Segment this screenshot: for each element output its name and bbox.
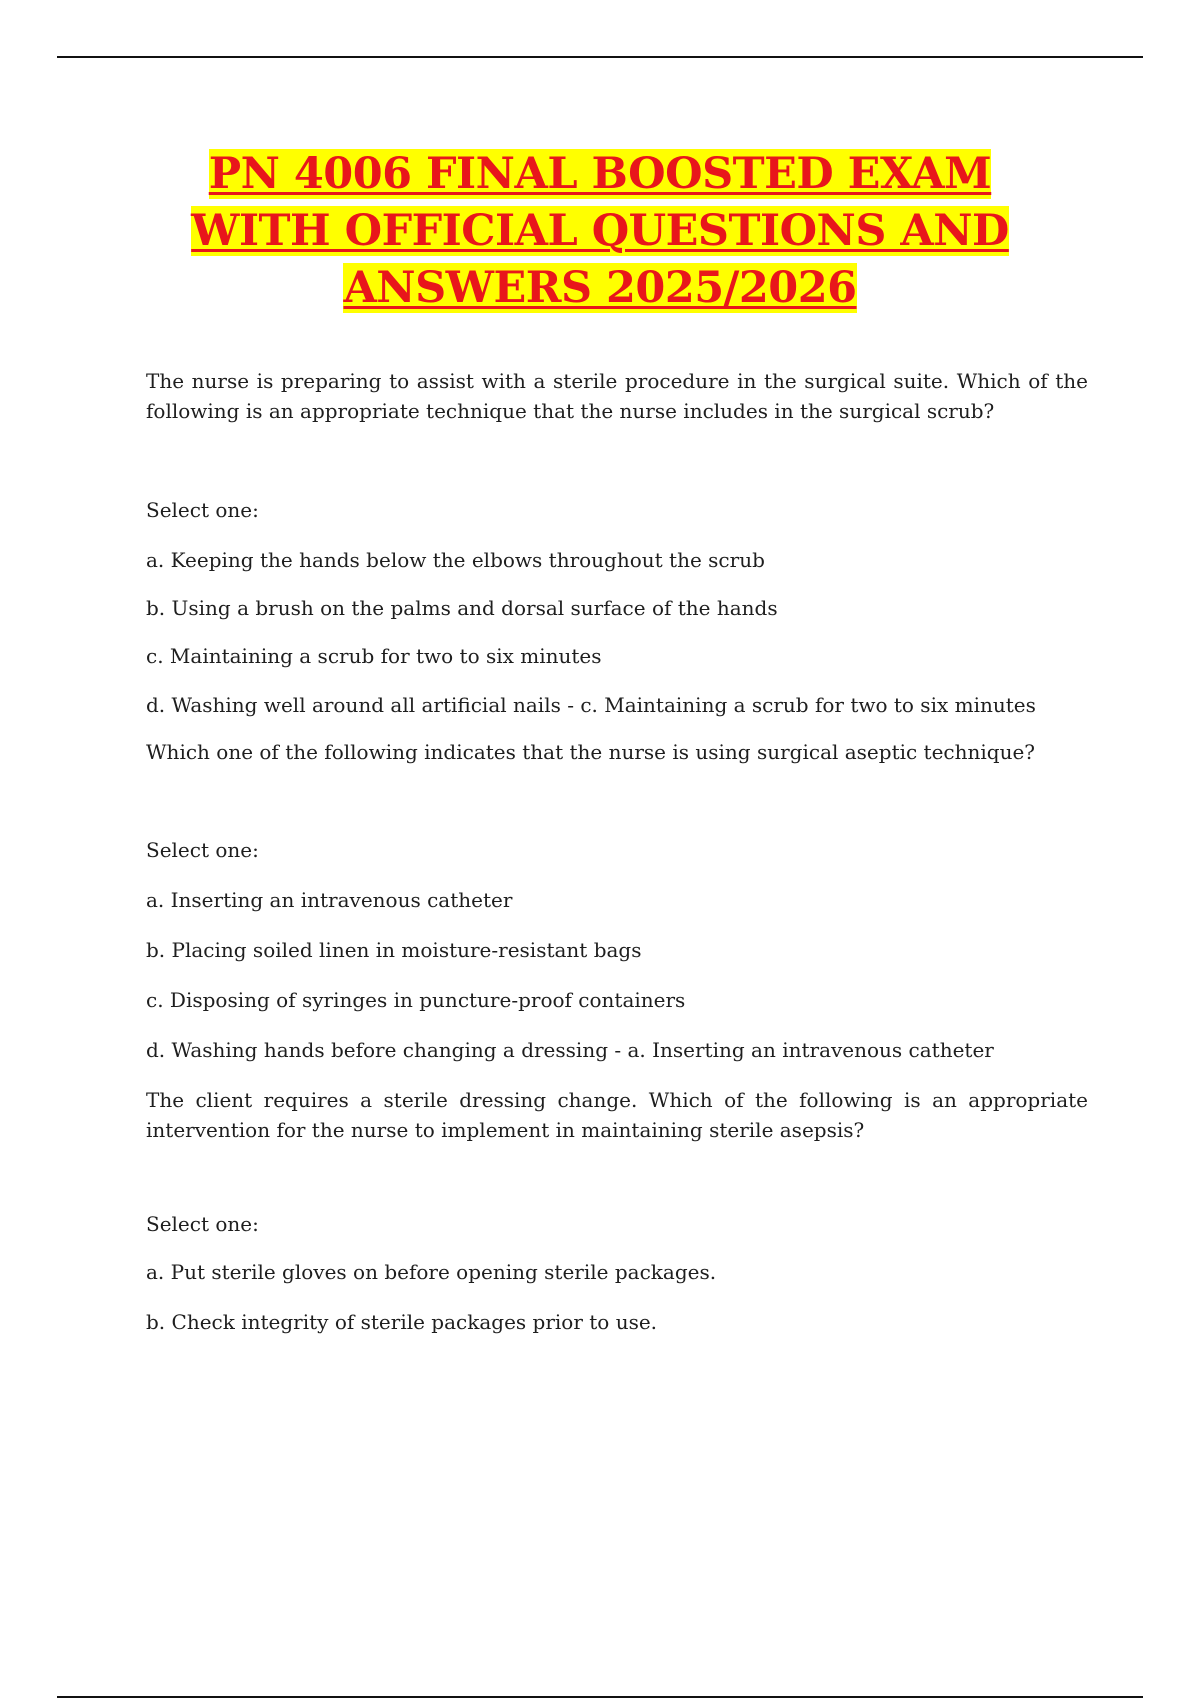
answer-option-1d: d. Washing well around all artificial nails - c. Maintaining a scrub for two to six minutes xyxy=(146,693,1036,717)
question-stem-3: The client requires a sterile dressing change. Which of the following is an appropriate intervention for the nurse to implement in maintaining sterile asepsis? xyxy=(146,1088,1088,1142)
footer-rule xyxy=(57,1696,1143,1698)
answer-option-3a: a. Put sterile gloves on before opening sterile packages. xyxy=(146,1260,717,1284)
answer-option-3b: b. Check integrity of sterile packages prior to use. xyxy=(146,1310,658,1334)
answer-option-1c: c. Maintaining a scrub for two to six minutes xyxy=(146,644,602,668)
title-line-1: PN 4006 FINAL BOOSTED EXAM xyxy=(208,149,992,199)
select-one-label-1: Select one: xyxy=(146,498,259,522)
answer-option-2a: a. Inserting an intravenous catheter xyxy=(146,888,513,912)
answer-option-2c: c. Disposing of syringes in puncture-proof containers xyxy=(146,988,686,1012)
document-title xyxy=(120,146,1080,317)
title-line-2: WITH OFFICIAL QUESTIONS AND xyxy=(191,206,1009,256)
question-stem-2: Which one of the following indicates that the nurse is using surgical aseptic technique? xyxy=(146,740,1036,764)
answer-option-2d: d. Washing hands before changing a dressing - a. Inserting an intravenous catheter xyxy=(146,1038,994,1062)
title-line-3: ANSWERS 2025/2026 xyxy=(343,263,857,313)
answer-option-1a: a. Keeping the hands below the elbows throughout the scrub xyxy=(146,548,765,572)
header-rule xyxy=(57,56,1143,58)
question-stem-1: The nurse is preparing to assist with a sterile procedure in the surgical suite. Which of the following is an appropriate technique that the nurse includes in the surgical scrub? xyxy=(146,369,1088,423)
select-one-label-3: Select one: xyxy=(146,1212,259,1236)
answer-option-1b: b. Using a brush on the palms and dorsal surface of the hands xyxy=(146,596,778,620)
select-one-label-2: Select one: xyxy=(146,838,259,862)
exam-content xyxy=(146,366,1088,1337)
answer-option-2b: b. Placing soiled linen in moisture-resistant bags xyxy=(146,938,642,962)
